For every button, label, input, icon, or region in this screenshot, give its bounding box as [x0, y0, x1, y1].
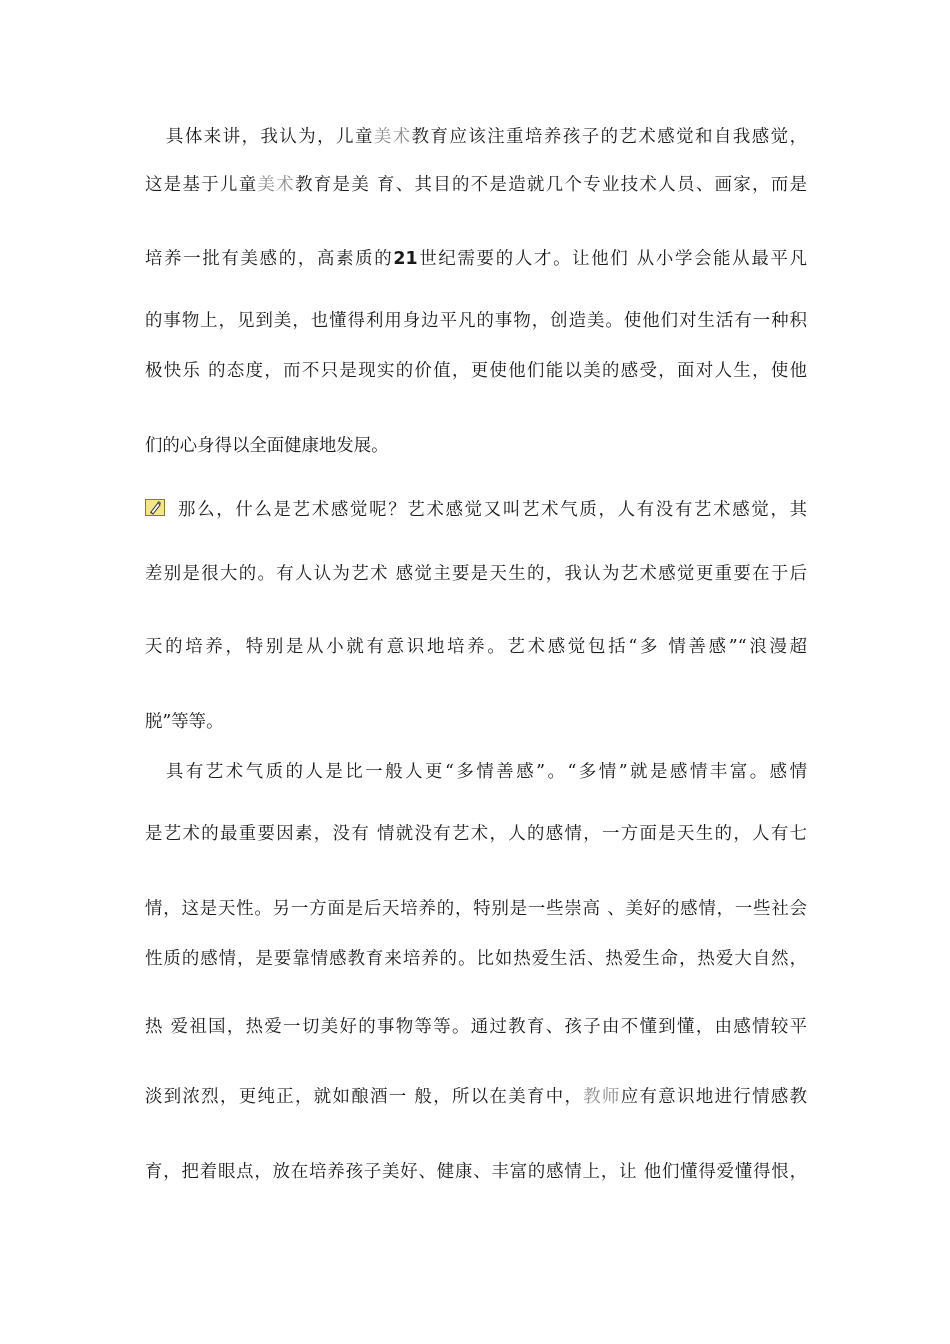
text-segment: 教育是美 育、其目的不是造就几个专业技术人员、画家，而是: [295, 175, 807, 195]
text-segment: 热 爱祖国，热爱一切美好的事物等等。通过教育、孩子由不懂到懂，由感情较平: [145, 1017, 807, 1037]
text-segment: 天的培养，特别是从小就有意识地培养。艺术感觉包括“多 情善感”“浪漫超: [145, 637, 807, 657]
text-segment: 教育应该注重培养孩子的艺术感觉和自我感觉，: [411, 127, 807, 147]
text-line: [166, 122, 807, 152]
text-segment: 具体来讲，我认为，儿童: [166, 127, 374, 147]
text-line: [145, 707, 807, 737]
text-segment: 极快乐 的态度，而不只是现实的价值，更使他们能以美的感受，面对人生，使他: [145, 361, 807, 381]
highlighted-segment: 教师: [583, 1087, 621, 1107]
text-line: [145, 170, 807, 200]
text-segment: 们的心身得以全面健康地发展。: [145, 436, 389, 456]
text-line: [145, 1157, 807, 1187]
text-segment: 培养一批有美感的，高素质的: [145, 249, 394, 269]
text-segment: 那么，什么是艺术感觉呢？艺术感觉又叫艺术气质，人有没有艺术感觉，其: [178, 500, 807, 520]
text-segment: 情，这是天性。另一方面是后天培养的，特别是一些崇高 、美好的感情，一些社会: [145, 899, 807, 919]
text-segment: 的事物上，见到美，也懂得利用身边平凡的事物，创造美。使他们对生活有一种积: [145, 311, 807, 331]
note-icon[interactable]: [145, 499, 165, 516]
highlighted-segment: 美术: [257, 175, 296, 195]
text-line: [145, 559, 807, 589]
text-line: [145, 244, 807, 274]
number-segment: 21: [393, 249, 418, 269]
text-line: [178, 495, 807, 525]
text-line: [145, 819, 807, 849]
text-segment: 这是基于儿童: [145, 175, 258, 195]
text-segment: 性质的感情，是要靠情感教育来培养的。比如热爱生活、热爱生命，热爱大自然，: [145, 949, 807, 969]
text-line: [145, 356, 807, 386]
text-line: [145, 431, 807, 461]
highlighted-segment: 美术: [373, 127, 412, 147]
text-segment: 淡到浓烈，更纯正，就如酿酒一 般，所以在美育中，: [145, 1087, 584, 1107]
text-segment: 差别是很大的。有人认为艺术 感觉主要是天生的，我认为艺术感觉更重要在于后: [145, 564, 807, 584]
text-segment: 是艺术的最重要因素，没有 情就没有艺术，人的感情，一方面是天生的，人有七: [145, 824, 807, 844]
text-line: [166, 757, 807, 787]
text-segment: 世纪需要的人才。让他们 从小学会能从最平凡: [417, 249, 807, 269]
text-line: [145, 306, 807, 336]
text-segment: 脱”等等。: [145, 712, 224, 732]
text-segment: 应有意识地进行情感教: [620, 1087, 807, 1107]
text-segment: 具有艺术气质的人是比一般人更“多情善感”。“多情”就是感情丰富。感情: [166, 762, 807, 782]
text-line: [145, 894, 807, 924]
text-line: [145, 1012, 807, 1042]
text-line: [145, 632, 807, 662]
text-segment: 育，把着眼点，放在培养孩子美好、健康、丰富的感情上，让 他们懂得爱懂得恨，: [145, 1162, 807, 1182]
text-line: [145, 1082, 807, 1112]
text-line: [145, 944, 807, 974]
